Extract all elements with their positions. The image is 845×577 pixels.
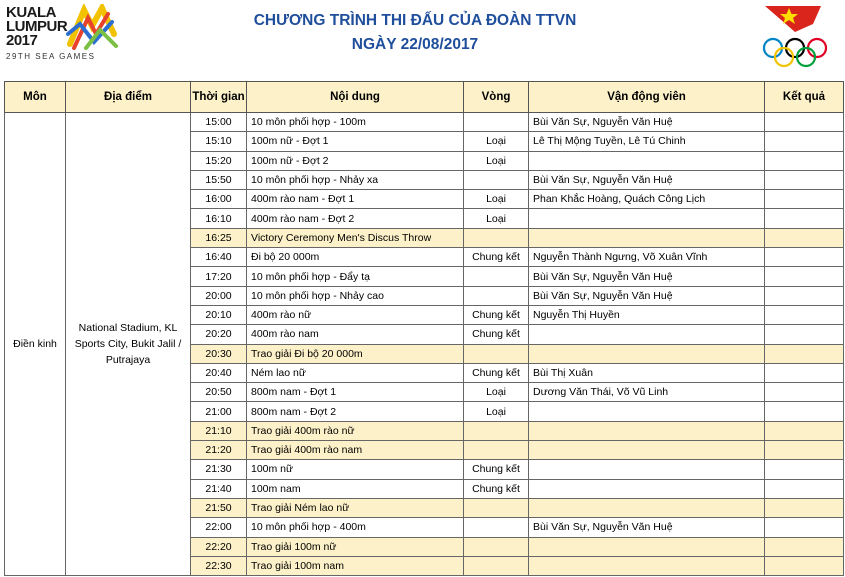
time-cell: 20:20 <box>191 325 247 344</box>
round-cell: Loại <box>464 151 529 170</box>
result-cell <box>765 460 844 479</box>
round-cell <box>464 286 529 305</box>
venue-cell: National Stadium, KL Sports City, Bukit Jalil / Putrajaya <box>66 113 191 576</box>
round-cell: Loại <box>464 402 529 421</box>
athletes-cell: Nguyễn Thị Huyền <box>529 305 765 324</box>
time-cell: 21:10 <box>191 421 247 440</box>
round-cell: Chung kết <box>464 460 529 479</box>
content-cell: Ném lao nữ <box>247 363 464 382</box>
time-cell: 21:20 <box>191 441 247 460</box>
header-content: Nội dung <box>247 82 464 113</box>
content-cell: Victory Ceremony Men's Discus Throw <box>247 228 464 247</box>
round-cell <box>464 441 529 460</box>
content-cell: 100m nam <box>247 479 464 498</box>
content-cell: Trao giải 400m rào nữ <box>247 421 464 440</box>
content-cell: 800m nam - Đợt 2 <box>247 402 464 421</box>
content-cell: 10 môn phối hợp - 400m <box>247 518 464 537</box>
content-cell: 100m nữ <box>247 460 464 479</box>
result-cell <box>765 209 844 228</box>
time-cell: 21:50 <box>191 498 247 517</box>
round-cell: Chung kết <box>464 363 529 382</box>
athletes-cell <box>529 556 765 575</box>
time-cell: 22:00 <box>191 518 247 537</box>
result-cell <box>765 325 844 344</box>
athletes-cell: Dương Văn Thái, Võ Vũ Linh <box>529 383 765 402</box>
time-cell: 17:20 <box>191 267 247 286</box>
round-cell <box>464 113 529 132</box>
athletes-cell <box>529 498 765 517</box>
result-cell <box>765 267 844 286</box>
content-cell: 100m nữ - Đợt 2 <box>247 151 464 170</box>
logo-text-year: 2017 <box>6 32 38 49</box>
round-cell: Loại <box>464 132 529 151</box>
round-cell: Chung kết <box>464 325 529 344</box>
athletes-cell: Lê Thị Mộng Tuyền, Lê Tú Chinh <box>529 132 765 151</box>
result-cell <box>765 132 844 151</box>
content-cell: Trao giải Đi bộ 20 000m <box>247 344 464 363</box>
result-cell <box>765 441 844 460</box>
schedule-table <box>4 81 844 576</box>
header-sport: Môn <box>5 82 66 113</box>
time-cell: 22:20 <box>191 537 247 556</box>
page-date: NGÀY 22/08/2017 <box>351 36 479 53</box>
round-cell: Chung kết <box>464 305 529 324</box>
time-cell: 20:00 <box>191 286 247 305</box>
athletes-cell: Bùi Văn Sự, Nguyễn Văn Huệ <box>529 518 765 537</box>
time-cell: 16:00 <box>191 190 247 209</box>
table-header-row <box>5 82 844 113</box>
athletes-cell: Bùi Thị Xuân <box>529 363 765 382</box>
content-cell: 400m rào nam - Đợt 2 <box>247 209 464 228</box>
result-cell <box>765 556 844 575</box>
athletes-cell <box>529 441 765 460</box>
content-cell: Đi bộ 20 000m <box>247 248 464 267</box>
schedule-body <box>5 113 844 576</box>
result-cell <box>765 479 844 498</box>
time-cell: 16:25 <box>191 228 247 247</box>
page-title: CHƯƠNG TRÌNH THI ĐẤU CỦA ĐOÀN TTVN <box>253 12 577 29</box>
content-cell: 400m rào nam <box>247 325 464 344</box>
sport-cell: Điền kinh <box>5 113 66 576</box>
round-cell <box>464 344 529 363</box>
result-cell <box>765 421 844 440</box>
header-time: Thời gian <box>191 82 247 113</box>
content-cell: Trao giải 400m rào nam <box>247 441 464 460</box>
time-cell: 15:50 <box>191 170 247 189</box>
result-cell <box>765 383 844 402</box>
header-athletes: Vận động viên <box>529 82 765 113</box>
result-cell <box>765 286 844 305</box>
time-cell: 16:40 <box>191 248 247 267</box>
round-cell <box>464 556 529 575</box>
result-cell <box>765 498 844 517</box>
athletes-cell <box>529 421 765 440</box>
round-cell <box>464 421 529 440</box>
athletes-cell: Bùi Văn Sự, Nguyễn Văn Huệ <box>529 267 765 286</box>
result-cell <box>765 305 844 324</box>
table-row <box>5 113 844 132</box>
sea-games-logo <box>4 4 116 68</box>
content-cell: 10 môn phối hợp - 100m <box>247 113 464 132</box>
header-venue: Địa điểm <box>66 82 191 113</box>
result-cell <box>765 248 844 267</box>
content-cell: 10 môn phối hợp - Nhảy cao <box>247 286 464 305</box>
time-cell: 15:20 <box>191 151 247 170</box>
time-cell: 21:30 <box>191 460 247 479</box>
athletes-cell <box>529 537 765 556</box>
round-cell <box>464 170 529 189</box>
vietnam-olympic-flag-icon <box>761 2 841 72</box>
result-cell <box>765 402 844 421</box>
athletes-cell: Bùi Văn Sự, Nguyễn Văn Huệ <box>529 286 765 305</box>
athletes-cell <box>529 228 765 247</box>
time-cell: 15:10 <box>191 132 247 151</box>
round-cell <box>464 518 529 537</box>
content-cell: 100m nữ - Đợt 1 <box>247 132 464 151</box>
content-cell: Trao giải 100m nữ <box>247 537 464 556</box>
logo-ribbon-icon <box>66 4 118 52</box>
content-cell: 800m nam - Đợt 1 <box>247 383 464 402</box>
content-cell: 10 môn phối hợp - Đẩy tạ <box>247 267 464 286</box>
content-cell: Trao giải 100m nam <box>247 556 464 575</box>
logo-text-lumpur: LUMPUR <box>6 18 68 35</box>
header-round: Vòng <box>464 82 529 113</box>
time-cell: 22:30 <box>191 556 247 575</box>
athletes-cell <box>529 402 765 421</box>
round-cell: Loại <box>464 209 529 228</box>
logo-text-sea-games: 29TH SEA GAMES <box>6 52 96 61</box>
athletes-cell: Bùi Văn Sự, Nguyễn Văn Huệ <box>529 113 765 132</box>
content-cell: 400m rào nam - Đợt 1 <box>247 190 464 209</box>
time-cell: 20:50 <box>191 383 247 402</box>
athletes-cell <box>529 479 765 498</box>
result-cell <box>765 344 844 363</box>
result-cell <box>765 228 844 247</box>
content-cell: 400m rào nữ <box>247 305 464 324</box>
time-cell: 20:30 <box>191 344 247 363</box>
result-cell <box>765 537 844 556</box>
round-cell <box>464 228 529 247</box>
round-cell <box>464 537 529 556</box>
result-cell <box>765 151 844 170</box>
result-cell <box>765 363 844 382</box>
logo-text-kuala: KUALA <box>6 4 56 21</box>
result-cell <box>765 113 844 132</box>
time-cell: 15:00 <box>191 113 247 132</box>
time-cell: 21:40 <box>191 479 247 498</box>
round-cell <box>464 498 529 517</box>
round-cell <box>464 267 529 286</box>
header-result: Kết quả <box>765 82 844 113</box>
round-cell: Chung kết <box>464 479 529 498</box>
athletes-cell <box>529 151 765 170</box>
time-cell: 20:10 <box>191 305 247 324</box>
athletes-cell <box>529 209 765 228</box>
athletes-cell <box>529 325 765 344</box>
result-cell <box>765 518 844 537</box>
time-cell: 20:40 <box>191 363 247 382</box>
athletes-cell <box>529 460 765 479</box>
round-cell: Chung kết <box>464 248 529 267</box>
time-cell: 21:00 <box>191 402 247 421</box>
round-cell: Loại <box>464 383 529 402</box>
time-cell: 16:10 <box>191 209 247 228</box>
athletes-cell: Phan Khắc Hoàng, Quách Công Lịch <box>529 190 765 209</box>
result-cell <box>765 170 844 189</box>
athletes-cell: Nguyễn Thành Ngưng, Võ Xuân Vĩnh <box>529 248 765 267</box>
content-cell: 10 môn phối hợp - Nhảy xa <box>247 170 464 189</box>
content-cell: Trao giải Ném lao nữ <box>247 498 464 517</box>
athletes-cell <box>529 344 765 363</box>
athletes-cell: Bùi Văn Sự, Nguyễn Văn Huệ <box>529 170 765 189</box>
round-cell: Loại <box>464 190 529 209</box>
result-cell <box>765 190 844 209</box>
